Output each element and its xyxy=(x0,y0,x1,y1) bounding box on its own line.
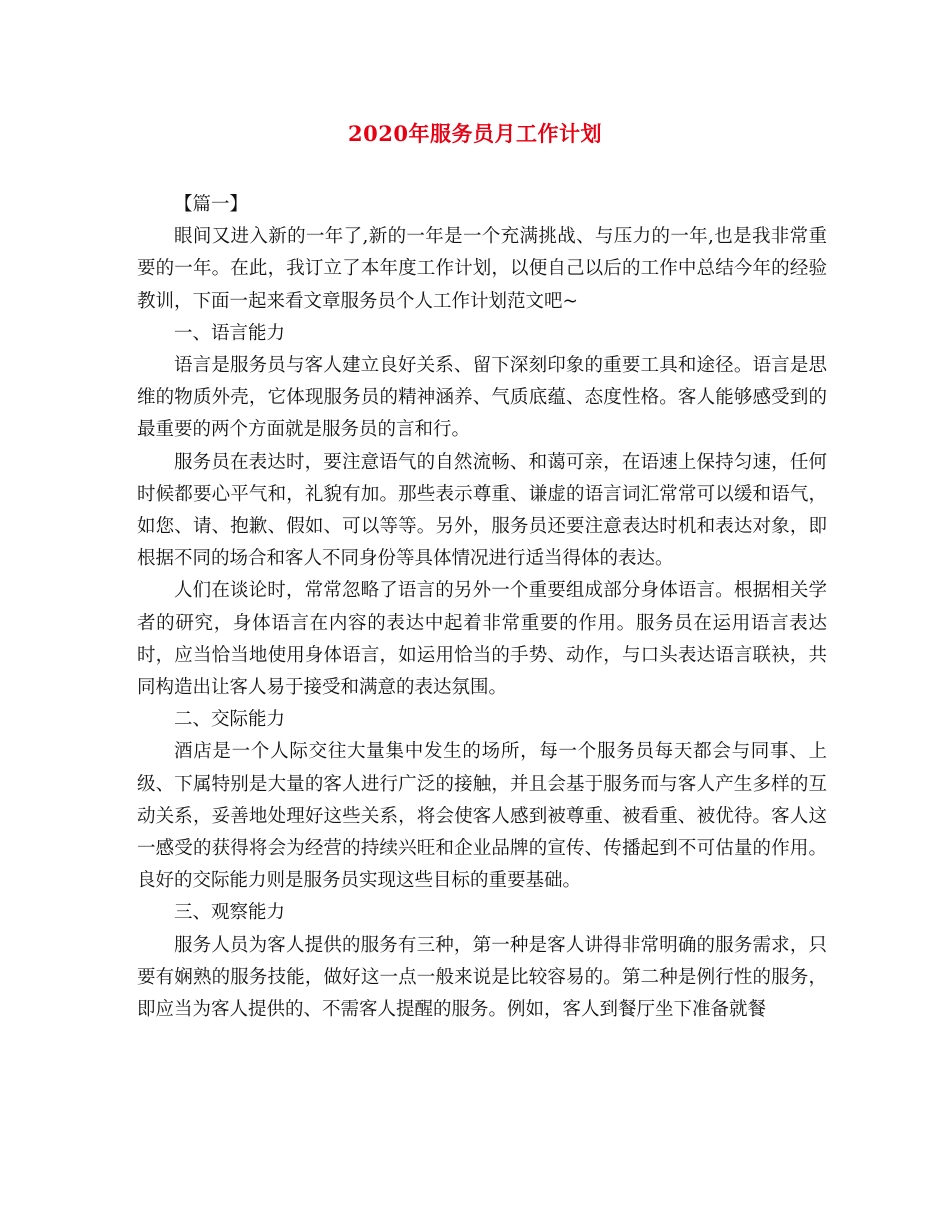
paragraph-intro: 眼间又进入新的一年了,新的一年是一个充满挑战、与压力的一年,也是我非常重要的一年。在此，我订立了本年度工作计划，以便自己以后的工作中总结今年的经验教训，下面一起来看文章服务员个人工作计划范文吧~ xyxy=(137,226,827,312)
document-body xyxy=(137,189,827,1026)
section-heading-communication: 二、交际能力 xyxy=(174,709,286,731)
paragraph-language-3: 人们在谈论时，常常忽略了语言的另外一个重要组成部分身体语言。根据相关学者的研究，身体语言在内容的表达中起着非常重要的作用。服务员在运用语言表达时，应当恰当地使用身体语言，如运用恰当的手势、动作，与口头表达语言联袂，共同构造出让客人易于接受和满意的表达氛围。 xyxy=(137,580,827,699)
paragraph-observation-1: 服务人员为客人提供的服务有三种，第一种是客人讲得非常明确的服务需求，只要有娴熟的服务技能，做好这一点一般来说是比较容易的。第二种是例行性的服务，即应当为客人提供的、不需客人提醒的服务。例如，客人到餐厅坐下准备就餐 xyxy=(137,934,827,1021)
section-heading-language: 一、语言能力 xyxy=(174,322,286,344)
section-heading-observation: 三、观察能力 xyxy=(174,902,286,924)
paragraph-communication-1: 酒店是一个人际交往大量集中发生的场所，每一个服务员每天都会与同事、上级、下属特别是大量的客人进行广泛的接触，并且会基于服务而与客人产生多样的互动关系，妥善地处理好这些关系，将会使客人感到被尊重、被看重、被优待。客人这一感受的获得将会为经营的持续兴旺和企业品牌的宣传、传播起到不可估量的作用。良好的交际能力则是服务员实现这些目标的重要基础。 xyxy=(137,741,827,892)
section-label-part-one: 【篇一】 xyxy=(174,194,249,215)
paragraph-language-2: 服务员在表达时，要注意语气的自然流畅、和蔼可亲，在语速上保持匀速，任何时候都要心平气和，礼貌有加。那些表示尊重、谦虚的语言词汇常常可以缓和语气，如您、请、抱歉、假如、可以等等。另外，服务员还要注意表达时机和表达对象，即根据不同的场合和客人不同身份等具体情况进行适当得体的表达。 xyxy=(137,451,827,570)
paragraph-language-1: 语言是服务员与客人建立良好关系、留下深刻印象的重要工具和途径。语言是思维的物质外壳，它体现服务员的精神涵养、气质底蕴、态度性格。客人能够感受到的最重要的两个方面就是服务员的言和行。 xyxy=(137,355,827,441)
document-title: 2020年服务员月工作计划 xyxy=(348,121,602,146)
